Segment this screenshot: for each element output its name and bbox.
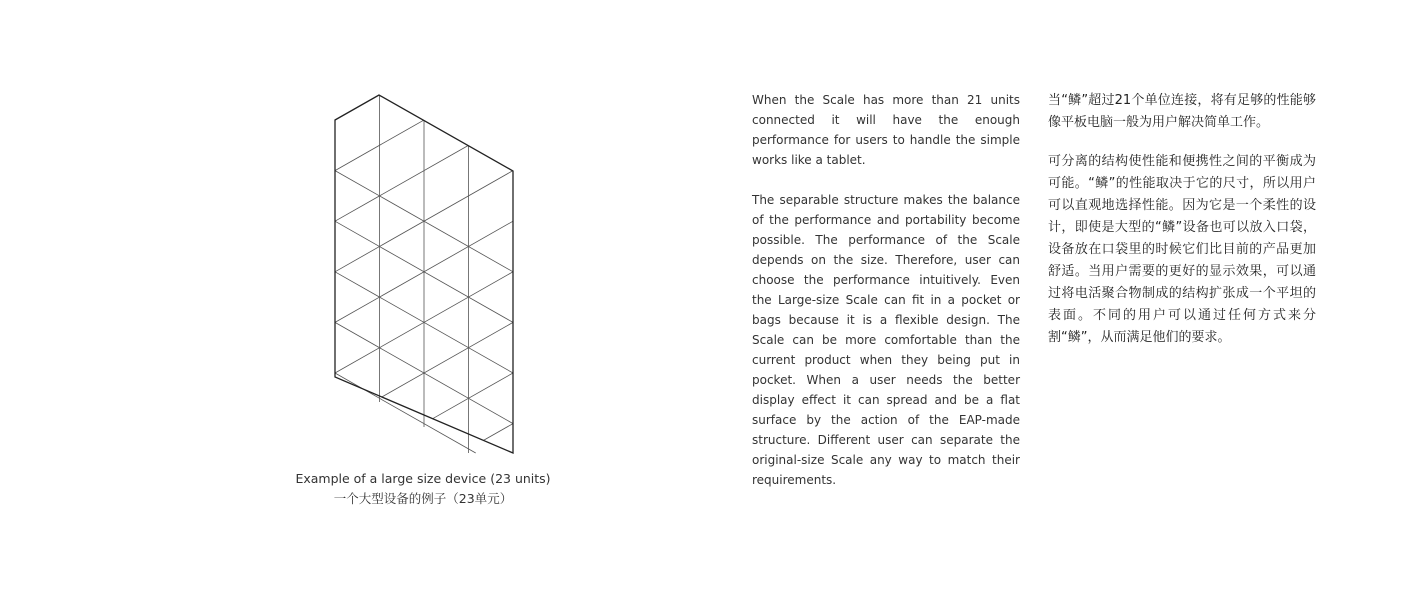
grid-diagonal-line <box>382 322 513 397</box>
english-paragraph-2: The separable structure makes the balance of the performance and portability become possible. The performance of the Scale depends on the size. Therefore, user can choose the performance intuitively. Even the Large-size Scale can fit in a pocket or bags because it is a flexible design. The Scale can be more comfortable than the current product when they being put in pocket. When a user needs the better display effect it can spread and be a flat surface by the action of the EAP-made structure. Different user can separate the original-size Scale any way to match their requirements. <box>752 193 1020 487</box>
figure-caption <box>270 469 576 509</box>
grid-diagonal-line <box>335 373 476 453</box>
grid-diagonal-line <box>433 373 513 419</box>
caption-english: Example of a large size device (23 units) <box>295 471 551 486</box>
chinese-paragraph-1: 当“鳞”超过21个单位连接，将有足够的性能够像平板电脑一般为用户解决简单工作。 <box>1048 93 1316 130</box>
chinese-text-column <box>1048 90 1316 366</box>
english-text-column <box>752 90 1020 510</box>
chinese-paragraph-2: 可分离的结构使性能和便携性之间的平衡成为可能。“鳞”的性能取决于它的尺寸，所以用户可以直观地选择性能。因为它是一个柔性的设计，即使是大型的“鳞”设备也可以放入口袋，设备放在口袋里的时候它们比目前的产品更加舒适。当用户需要的更好的显示效果，可以通过将电活聚合物制成的结构扩张成一个平坦的表面。不同的用户可以通过任何方式来分割“鳞”，从而满足他们的要求。 <box>1048 154 1316 345</box>
caption-chinese: 一个大型设备的例子（23单元） <box>333 491 513 506</box>
english-paragraph-1: When the Scale has more than 21 units connected it will have the enough performance for users to handle the simple works like a tablet. <box>752 93 1020 167</box>
grid-diagonal-line <box>483 424 513 441</box>
grid-diagonal-line <box>335 146 468 222</box>
